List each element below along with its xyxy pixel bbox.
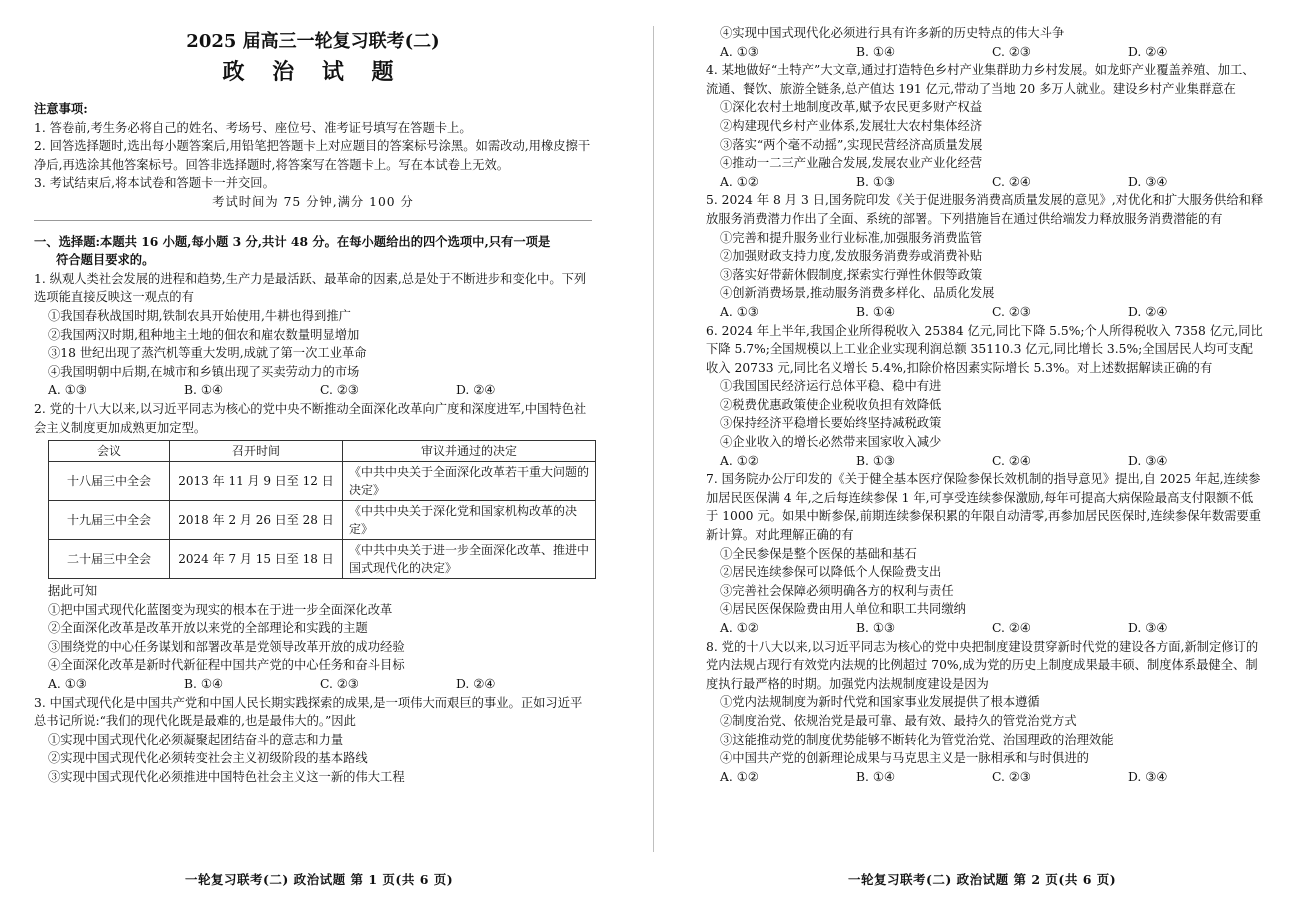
page-footer-right: 一轮复习联考(二) 政治试题 第 2 页(共 6 页) (848, 872, 1117, 887)
choice-d: D. ②④ (1128, 44, 1168, 59)
page-footer-left: 一轮复习联考(二) 政治试题 第 1 页(共 6 页) (185, 872, 454, 887)
statement-option: ①深化农村土地制度改革,赋予农民更多财产权益 (720, 100, 983, 115)
question-2 (34, 400, 592, 694)
statement-option: ③实现中国式现代化必须推进中国特色社会主义这一新的伟大工程 (48, 770, 405, 785)
choice-d: D. ②④ (456, 677, 496, 692)
statement-option: ④创新消费场景,推动服务消费多样化、品质化发展 (720, 286, 995, 301)
question-stem: 8. 党的十八大以来,以习近平同志为核心的党中央把制度建设贯穿新时代党的建设各方面,新制定修订的党内法规占现行有效党内法规的比例超过 70%,成为党的历史上制度成果最丰硕、制度体系最健全、制度执行最严格的时期。加强党内法规制度建设是因为 (706, 639, 1259, 691)
table-row (49, 501, 596, 540)
page-divider (653, 26, 654, 852)
table-cell: 十八届三中全会 (49, 462, 170, 501)
statement-option: ①我国春秋战国时期,铁制农具开始使用,牛耕也得到推广 (48, 308, 351, 323)
question-stem: 2. 党的十八大以来,以习近平同志为核心的党中央不断推动全面深化改革向广度和深度进军,中国特色社会主义制度更加成熟更加定型。 (34, 401, 587, 435)
table-cell: 《中共中央关于进一步全面深化改革、推进中国式现代化的决定》 (343, 540, 596, 579)
notice-heading: 注意事项: (34, 101, 88, 116)
question-1 (34, 270, 592, 400)
subject-title: 政 治 试 题 (222, 59, 404, 85)
statement-option: ①实现中国式现代化必须凝聚起团结奋斗的意志和力量 (48, 732, 344, 747)
choice-a: A. ①② (720, 769, 759, 784)
statement-option: ③完善社会保障必须明确各方的权利与责任 (720, 583, 954, 598)
table-cell: 十九届三中全会 (49, 501, 170, 540)
choice-a: A. ①② (720, 621, 759, 635)
statement-option: ③18 世纪出现了蒸汽机等重大发明,成就了第一次工业革命 (48, 346, 367, 361)
notice-item: 3. 考试结束后,将本试卷和答题卡一并交回。 (34, 176, 275, 191)
choice-b: B. ①④ (856, 44, 895, 59)
choice-c: C. ②③ (320, 383, 359, 398)
choice-c: C. ②③ (320, 677, 359, 692)
section-heading-line1: 一、选择题:本题共 16 小题,每小题 3 分,共计 48 分。在每小题给出的四个选项中,只有一项是 (34, 233, 551, 249)
choice-a: A. ①③ (48, 383, 87, 398)
question-stem: 7. 国务院办公厅印发的《关于健全基本医疗保险参保长效机制的指导意见》提出,自 2025 年起,连续参加居民医保满 4 年,之后每连续参保 1 年,可享受连续参保激励,每年可提高大病保险最高支付限额不低于 1000 元。如果中断参保,前期连续参保积累的年限自动清零,再参加居民医保时,连续参保年数需要重新计算。对此理解正确的有 (706, 472, 1262, 543)
table-cell: 二十届三中全会 (49, 540, 170, 579)
statement-option: ④推动一二三产业融合发展,发展农业产业化经营 (720, 156, 983, 171)
answer-choices (706, 619, 1264, 638)
answer-choices (706, 452, 1264, 471)
answer-choices (706, 768, 1264, 787)
statement-option: ①党内法规制度为新时代党和国家事业发展提供了根本遵循 (720, 695, 1040, 710)
statement-option: ④居民医保保险费由用人单位和职工共同缴纳 (720, 602, 966, 617)
choice-c: C. ②③ (992, 44, 1031, 59)
table-cell: 2018 年 2 月 26 日至 28 日 (170, 501, 343, 540)
answer-choices (706, 43, 1264, 62)
choice-c: C. ②③ (992, 304, 1031, 319)
page-2 (706, 24, 1264, 786)
statement-option: ②实现中国式现代化必须转变社会主义初级阶段的基本路线 (48, 751, 368, 766)
question-stem: 1. 纵观人类社会发展的进程和趋势,生产力是最活跃、最革命的因素,总是处于不断进步和变化中。下列选项能直接反映这一观点的有 (34, 271, 587, 305)
statement-option: ③落实“两个毫不动摇”,实现民营经济高质量发展 (720, 137, 983, 152)
statement-option: ③保持经济平稳增长要始终坚持减税政策 (720, 416, 942, 431)
statement-option: ②我国两汉时期,租种地主土地的佃农和雇农数量明显增加 (48, 327, 360, 342)
table-row (49, 540, 596, 579)
question-6 (706, 322, 1264, 471)
answer-choices (34, 381, 592, 400)
choice-b: B. ①③ (856, 453, 895, 468)
statement-option: ④全面深化改革是新时代新征程中国共产党的中心任务和奋斗目标 (48, 658, 405, 673)
statement-option: ①完善和提升服务业行业标准,加强服务消费监管 (720, 230, 983, 245)
choice-a: A. ①② (720, 453, 759, 468)
question-lead: 据此可知 (48, 584, 98, 599)
statement-option: ②全面深化改革是改革开放以来党的全部理论和实践的主题 (48, 621, 368, 636)
choice-b: B. ①④ (184, 383, 223, 398)
choice-a: A. ①② (720, 174, 759, 189)
meeting-table (48, 440, 596, 579)
statement-option: ③落实好带薪休假制度,探索实行弹性休假等政策 (720, 267, 983, 282)
choice-b: B. ①④ (184, 677, 223, 692)
choice-a: A. ①③ (720, 304, 759, 319)
question-5 (706, 191, 1264, 321)
notice-item: 1. 答卷前,考生务必将自己的姓名、考场号、座位号、准考证号填写在答题卡上。 (34, 120, 472, 135)
statement-option: ④实现中国式现代化必须进行具有许多新的历史特点的伟大斗争 (720, 26, 1065, 40)
section-heading-line2: 符合题目要求的。 (56, 252, 155, 268)
section-heading (34, 233, 592, 270)
table-cell: 2024 年 7 月 15 日至 18 日 (170, 540, 343, 579)
question-stem: 5. 2024 年 8 月 3 日,国务院印发《关于促进服务消费高质量发展的意见》,对优化和扩大服务供给和释放服务消费潜力作出了全面、系统的部署。下列措施旨在通过供给端发力释放服务消费潜能的有 (706, 193, 1264, 226)
choice-d: D. ②④ (1128, 304, 1168, 319)
statement-option: ②加强财政支持力度,发放服务消费券或消费补贴 (720, 249, 983, 264)
answer-choices (706, 303, 1264, 322)
choice-b: B. ①④ (856, 769, 895, 784)
statement-option: ②税费优惠政策使企业税收负担有效降低 (720, 397, 942, 412)
choice-b: B. ①③ (856, 621, 895, 635)
table-header: 召开时间 (170, 441, 343, 462)
notice-item: 2. 回答选择题时,选出每小题答案后,用铅笔把答题卡上对应题目的答案标号涂黑。如需改动,用橡皮擦干净后,再选涂其他答案标号。回答非选择题时,将答案写在答题卡上。写在本试卷上无效。 (34, 139, 591, 172)
answer-choices (34, 675, 592, 694)
question-stem: 4. 某地做好“土特产”大文章,通过打造特色乡村产业集群助力乡村发展。如龙虾产业覆盖养殖、加工、流通、餐饮、旅游全链条,总产值达 191 亿元,带动了当地 20 多万人就业。建设乡村产业集群意在 (706, 63, 1255, 96)
page-1 (34, 0, 592, 787)
choice-a: A. ①③ (720, 44, 759, 59)
question-stem: 6. 2024 年上半年,我国企业所得税收入 25384 亿元,同比下降 5.5%;个人所得税收入 7358 亿元,同比下降 5.7%;全国规模以上工业企业实现利润总额 35110.3 亿元,同比增长 3.5%;全国居民人均可支配收入 20733 元,同比名义增长 5.4%,扣除价格因素实际增长 5.3%。对上述数据解读正确的有 (706, 323, 1263, 375)
exam-title: 2025 届高三一轮复习联考(二) (186, 31, 440, 52)
time-note: 考试时间为 75 分钟,满分 100 分 (212, 194, 414, 209)
statement-option: ④企业收入的增长必然带来国家收入减少 (720, 435, 942, 450)
choice-c: C. ②③ (992, 769, 1031, 784)
choice-d: D. ③④ (1128, 453, 1168, 468)
choice-b: B. ①③ (856, 174, 895, 189)
question-7 (706, 470, 1264, 637)
divider-line (34, 220, 592, 221)
choice-c: C. ②④ (992, 621, 1031, 635)
question-8 (706, 638, 1264, 787)
choice-d: D. ③④ (1128, 174, 1168, 189)
question-3 (34, 694, 592, 787)
statement-option: ③这能推动党的制度优势能够不断转化为管党治党、治国理政的治理效能 (720, 732, 1114, 747)
statement-option: ①我国国民经济运行总体平稳、稳中有进 (720, 379, 942, 394)
statement-option: ④我国明朝中后期,在城市和乡镇出现了买卖劳动力的市场 (48, 364, 360, 379)
statement-option: ①全民参保是整个医保的基础和基石 (720, 546, 917, 561)
statement-option: ②制度治党、依规治党是最可靠、最有效、最持久的管党治党方式 (720, 713, 1077, 728)
table-header: 会议 (49, 441, 170, 462)
choice-a: A. ①③ (48, 677, 87, 692)
table-cell: 《中共中央关于深化党和国家机构改革的决定》 (343, 501, 596, 540)
table-cell: 2013 年 11 月 9 日至 12 日 (170, 462, 343, 501)
choice-d: D. ③④ (1128, 621, 1168, 635)
table-row (49, 462, 596, 501)
choice-c: C. ②④ (992, 174, 1031, 189)
statement-option: ②居民连续参保可以降低个人保险费支出 (720, 565, 942, 580)
statement-option: ②构建现代乡村产业体系,发展壮大农村集体经济 (720, 118, 983, 133)
choice-d: D. ②④ (456, 383, 496, 398)
answer-choices (706, 173, 1264, 192)
statement-option: ③围绕党的中心任务谋划和部署改革是党领导改革开放的成功经验 (48, 639, 405, 654)
table-cell: 《中共中央关于全面深化改革若干重大问题的决定》 (343, 462, 596, 501)
table-header-row (49, 441, 596, 462)
question-stem: 3. 中国式现代化是中国共产党和中国人民长期实践探索的成果,是一项伟大而艰巨的事业。正如习近平总书记所说:“我们的现代化既是最难的,也是最伟大的。”因此 (34, 695, 583, 729)
question-4 (706, 61, 1264, 191)
choice-d: D. ③④ (1128, 769, 1168, 784)
statement-option: ④中国共产党的创新理论成果与马克思主义是一脉相承和与时俱进的 (720, 751, 1089, 766)
choice-c: C. ②④ (992, 453, 1031, 468)
table-header: 审议并通过的决定 (343, 441, 596, 462)
choice-b: B. ①④ (856, 304, 895, 319)
statement-option: ①把中国式现代化蓝图变为现实的根本在于进一步全面深化改革 (48, 602, 393, 617)
